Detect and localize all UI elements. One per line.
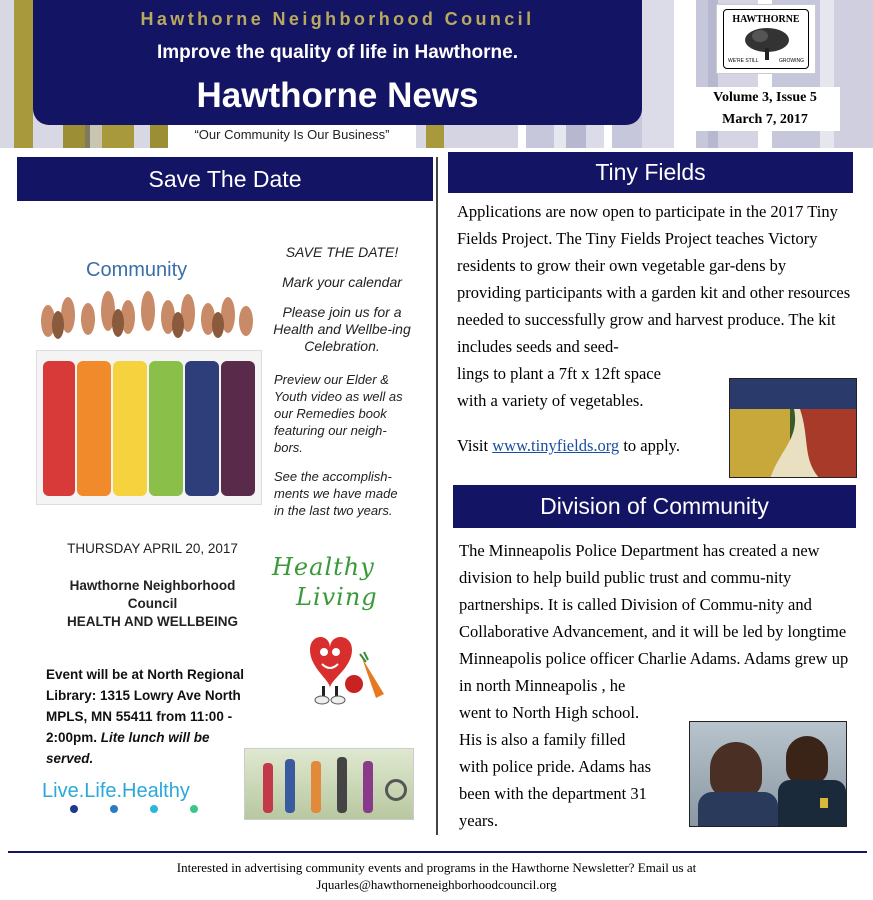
org-name: Hawthorne Neighborhood Council (140, 9, 535, 29)
tiny-fields-link[interactable]: www.tinyfields.org (492, 436, 620, 455)
division-text-cont-3: with police pride. Adams has (459, 757, 652, 776)
save-the-date-heading: Save The Date (17, 157, 433, 201)
issue-info (690, 87, 840, 131)
division-text: The Minneapolis Police Department has created a new division to help build public trust and commu-nity partnerships. It is called Division of Commu-nity and Collaborative Advancement, and it will be led by longtime Minneapolis police officer Charlie Adams. Adams grew up in north Minneapolis , he (459, 541, 849, 695)
visit-prefix: Visit (457, 436, 493, 455)
division-text-cont-2: His is also a family filled (459, 730, 626, 749)
hawthorne-logo (716, 4, 816, 74)
save-the-date-label: SAVE THE DATE! (285, 244, 399, 260)
hands-icon (36, 281, 258, 339)
living-word: Living (296, 583, 378, 611)
slogan-text: Live.Life.Healthy (42, 780, 190, 802)
heart-mascot-icon (300, 628, 396, 708)
event-location-text: Event will be at North Regional Library: 1315 Lowry Ave North MPLS, MN 55411 from 11:00 - 2:00pm. (46, 667, 245, 745)
tiny-fields-text-cont-2: with a variety of vegetables. (457, 391, 644, 410)
logo-sub-left: WE'RE STILL (728, 58, 759, 64)
tagline: Improve the quality of life in Hawthorne. (156, 42, 519, 63)
issue-date: March 7, 2017 (722, 112, 808, 127)
event-host-line-3: HEALTH AND WELLBEING (67, 614, 238, 629)
family-walking-image (244, 748, 414, 820)
community-label: Community (86, 259, 188, 281)
footer-email: Jquarles@hawthorneneighborhoodcouncil.org (316, 877, 557, 892)
slogan-dots (42, 804, 232, 816)
event-date: THURSDAY APRIL 20, 2017 (67, 541, 238, 556)
division-text-cont-1: went to North High school. (459, 703, 640, 722)
event-host-line-2: Council (127, 596, 178, 611)
tiny-fields-text-cont-1: lings to plant a 7ft x 12ft space (457, 364, 661, 383)
newsletter-title: Hawthorne News (196, 76, 479, 115)
visit-suffix: to apply. (619, 436, 680, 455)
logo-sub-right: GROWING (779, 58, 804, 64)
healthy-word: Healthy (272, 553, 375, 581)
column-divider (436, 157, 438, 835)
officers-photo (689, 721, 847, 827)
logo-text: HAWTHORNE (732, 14, 800, 25)
preview-text: Preview our Elder & Youth video as well as our Remedies book featuring our neigh-bors. (274, 372, 403, 455)
join-us-text: Please join us for a Health and Wellbe-ing Celebration. (273, 304, 411, 354)
mark-calendar: Mark your calendar (282, 274, 402, 290)
tiny-fields-visit (457, 432, 680, 459)
community-graphic (36, 255, 258, 339)
event-location (46, 664, 256, 769)
accomplishments-text: See the accomplish-ments we have made in the last two years. (274, 469, 398, 518)
event-lunch-text: Lite lunch will be served. (46, 730, 210, 766)
healthy-living-graphic (270, 553, 415, 619)
event-host (40, 577, 265, 631)
fruit-platter-image (36, 350, 262, 505)
footer-line-1: Interested in advertising community events and programs in the Hawthorne Newsletter? Email us at (176, 860, 697, 875)
event-host-line-1: Hawthorne Neighborhood (69, 578, 236, 593)
motto: “Our Community Is Our Business” (168, 127, 416, 142)
division-text-cont-5: years. (459, 811, 498, 830)
division-text-cont-4: been with the department 31 (459, 784, 647, 803)
field-painting-image (729, 378, 857, 478)
volume-issue: Volume 3, Issue 5 (713, 90, 817, 105)
slogan (42, 780, 232, 803)
division-heading: Division of Community (453, 485, 856, 528)
tiny-fields-text: Applications are now open to participate in the 2017 Tiny Fields Project. The Tiny Fields Project teaches Victory residents to grow their own vegetable gar-dens by providing participants with a garden kit and other resources needed to successfully grow and harvest produce. The kit includes seeds and seed- (457, 202, 851, 356)
footer-divider (8, 851, 867, 853)
footer (20, 859, 853, 893)
tiny-fields-heading: Tiny Fields (448, 152, 853, 193)
